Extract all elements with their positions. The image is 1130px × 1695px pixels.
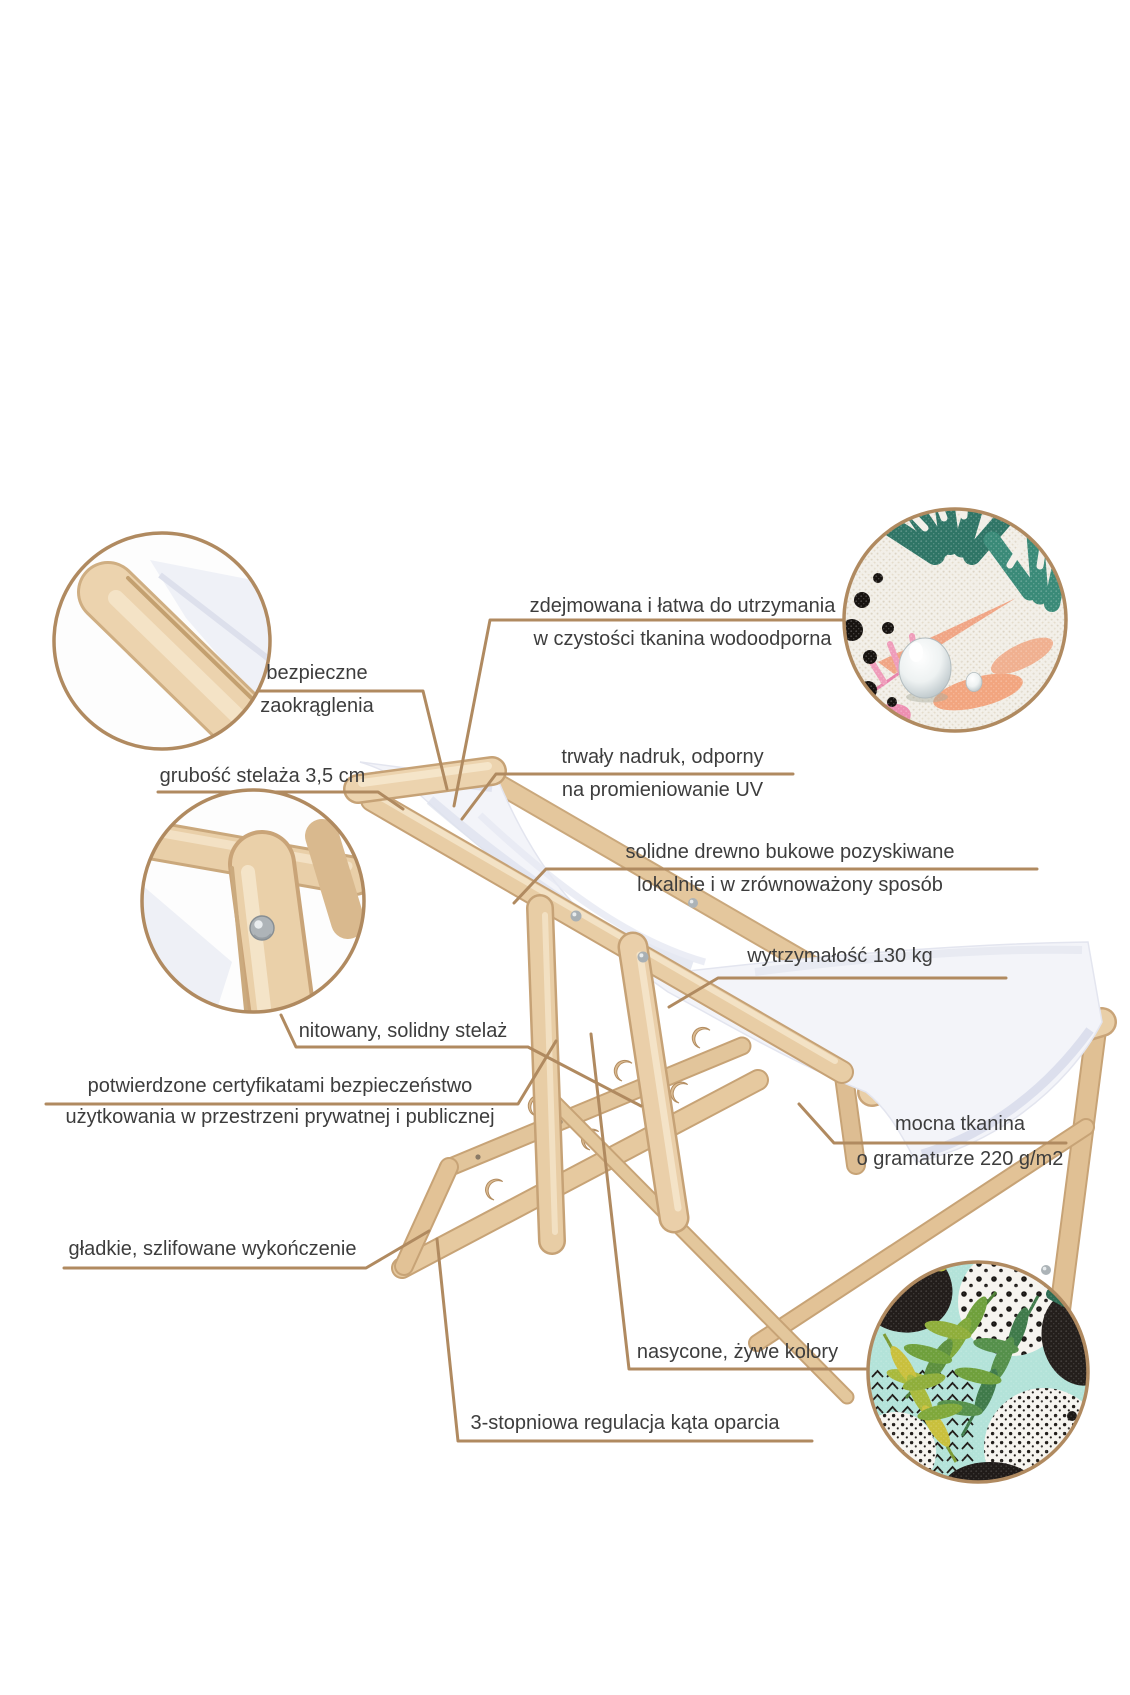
annotation-removable-fabric <box>495 590 870 656</box>
annotation-line: zaokrąglenia <box>260 695 374 717</box>
annotation-line: mocna tkanina <box>894 1113 1026 1135</box>
annotation-line: bezpieczne <box>266 662 368 684</box>
annotation-safe-rounding <box>217 657 417 723</box>
annotation-backrest-adjustment <box>455 1407 795 1440</box>
annotation-line: zdejmowana i łatwa do utrzymania <box>529 595 836 617</box>
rivet-closeup <box>250 916 274 940</box>
detail-circle-riveted-joint <box>140 788 366 1014</box>
annotation-line: lokalnie i w zrównoważony sposób <box>637 874 943 896</box>
annotation-line: wytrzymałość 130 kg <box>747 945 933 967</box>
annotation-line: w czystości tkanina wodoodporna <box>533 628 832 650</box>
annotation-line: gładkie, szlifowane wykończenie <box>68 1238 357 1260</box>
detail-circle-waterproof-fabric <box>841 458 1070 747</box>
annotation-certified-safety <box>35 1071 525 1133</box>
chair-adjustment-rails <box>402 1026 758 1268</box>
annotation-frame-thickness <box>140 760 385 793</box>
detail-circle-tropical-pattern <box>842 1229 1127 1518</box>
annotation-vivid-colors <box>625 1336 850 1369</box>
annotation-line: potwierdzone certyfikatami bezpieczeństwo <box>87 1075 473 1097</box>
annotation-strong-fabric <box>835 1107 1085 1177</box>
annotation-line: nasycone, żywe kolory <box>636 1341 839 1363</box>
annotation-line: o gramaturze 220 g/m2 <box>856 1148 1064 1170</box>
annotation-riveted-frame <box>278 1015 528 1048</box>
annotation-line: grubość stelaża 3,5 cm <box>159 765 366 787</box>
annotation-load-capacity <box>715 940 965 973</box>
annotation-line: trwały nadruk, odporny <box>561 746 764 768</box>
annotation-line: na promieniowanie UV <box>561 779 764 801</box>
annotation-line: 3-stopniowa regulacja kąta oparcia <box>470 1412 780 1434</box>
annotation-uv-print <box>540 741 785 807</box>
annotation-smooth-finish <box>55 1233 370 1266</box>
annotation-beech-wood <box>595 836 985 902</box>
annotation-line: użytkowania w przestrzeni prywatnej i publicznej <box>65 1106 495 1128</box>
annotation-line: solidne drewno bukowe pozyskiwane <box>625 841 955 863</box>
annotation-line: nitowany, solidny stelaż <box>298 1020 508 1042</box>
